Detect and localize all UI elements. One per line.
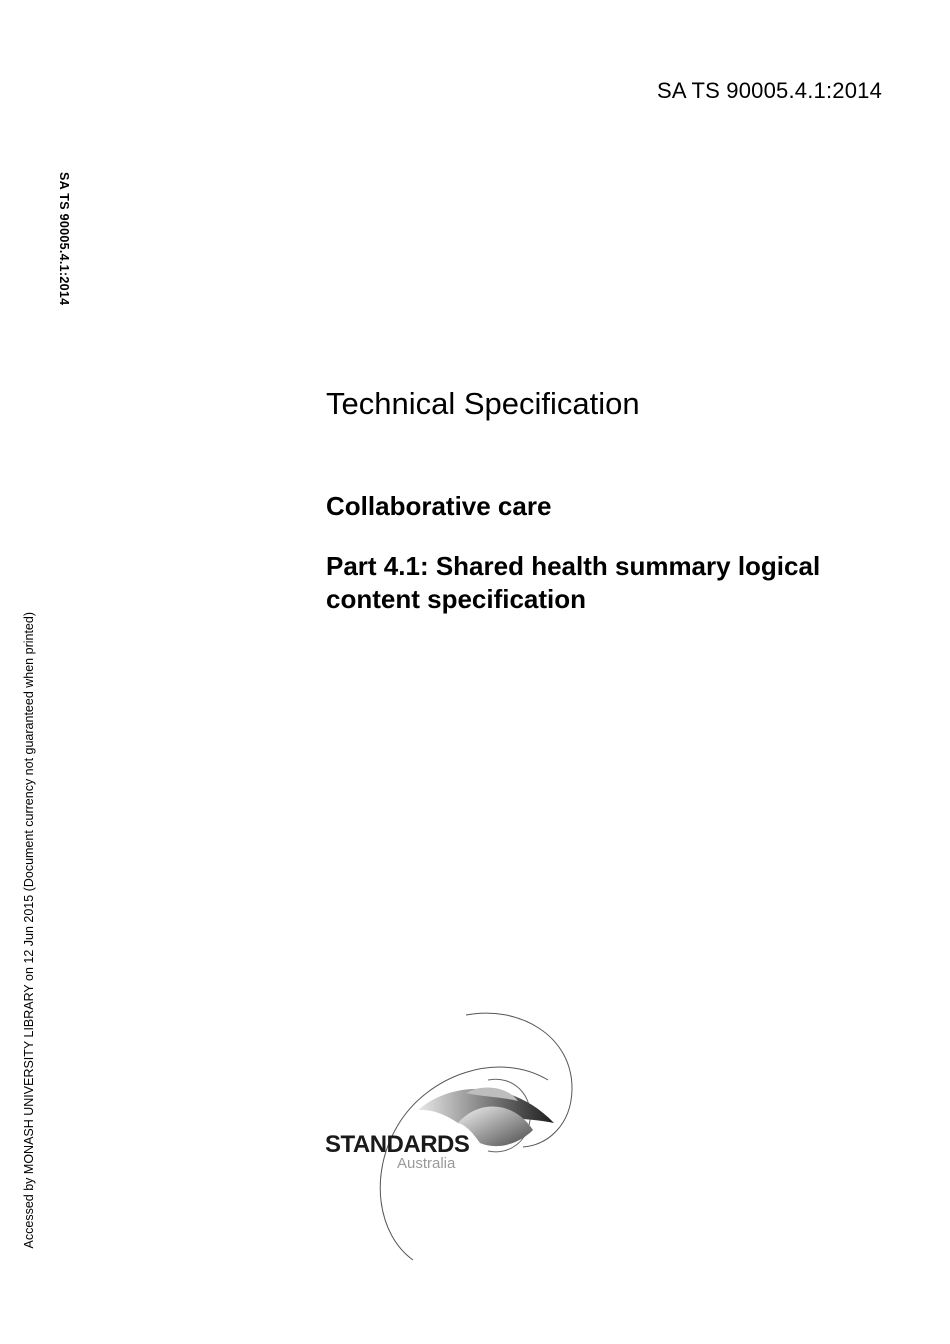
logo-subline: Australia [397, 1155, 456, 1172]
document-type: Technical Specification [326, 386, 640, 421]
document-part-title [326, 550, 916, 616]
logo-wordmark: STANDARDS [325, 1131, 470, 1158]
document-subject: Collaborative care [326, 491, 552, 521]
standards-australia-logo [318, 1005, 588, 1267]
side-document-id: SA TS 90005.4.1:2014 [57, 172, 71, 306]
access-watermark: Accessed by MONASH UNIVERSITY LIBRARY on 12 Jun 2015 (Document currency not guaranteed when printed) [22, 611, 36, 1248]
part-title-line-2: content specification [326, 584, 587, 614]
part-title-line-1: Part 4.1: Shared health summary logical [326, 551, 821, 581]
title-block [326, 384, 916, 616]
document-id-header: SA TS 90005.4.1:2014 [657, 78, 882, 103]
logo-graphic [318, 1005, 588, 1267]
